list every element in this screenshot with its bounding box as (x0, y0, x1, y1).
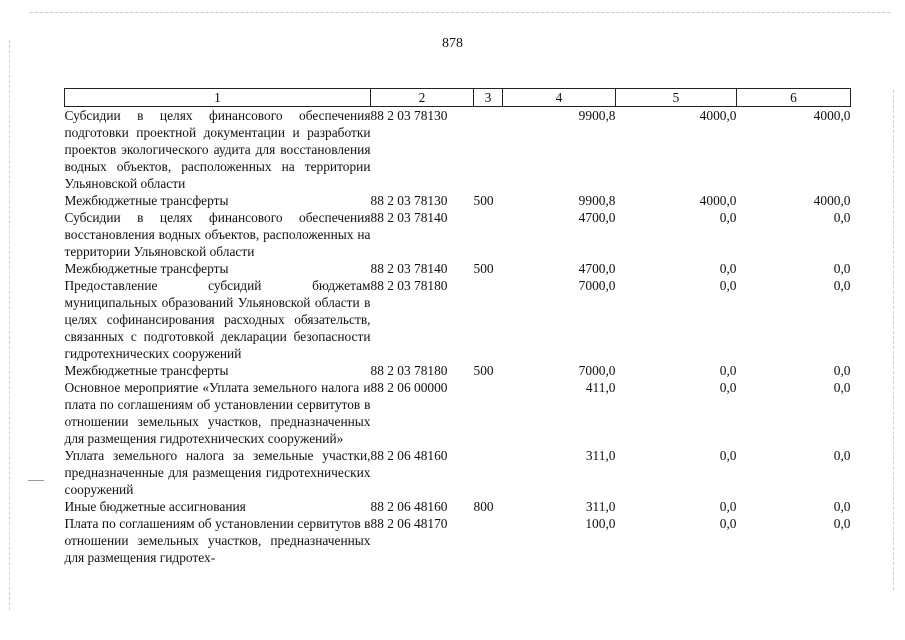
column-header-2: 2 (371, 89, 474, 107)
row-value-5: 4000,0 (699, 108, 737, 123)
page-number: 878 (442, 36, 463, 51)
row-code: 88 2 03 78140 (370, 210, 448, 225)
row-expense-type: 500 (473, 363, 494, 378)
row-value-6: 0,0 (833, 499, 851, 514)
row-value-5: 4000,0 (699, 193, 737, 208)
row-value-4: 311,0 (585, 499, 616, 514)
row-code: 88 2 03 78180 (370, 363, 448, 378)
table-row (65, 447, 851, 498)
row-value-5: 0,0 (719, 278, 737, 293)
row-expense-type: 500 (473, 261, 494, 276)
table-row (65, 498, 851, 515)
row-name: Межбюджетные трансферты (64, 261, 229, 276)
row-value-6: 0,0 (833, 278, 851, 293)
row-value-4: 9900,8 (578, 108, 616, 123)
row-code: 88 2 06 48160 (370, 448, 448, 463)
row-value-6: 4000,0 (813, 108, 851, 123)
row-value-6: 0,0 (833, 448, 851, 463)
row-value-6: 0,0 (833, 261, 851, 276)
row-expense-type (474, 515, 503, 566)
row-expense-type (474, 447, 503, 498)
table-row (65, 379, 851, 447)
column-header-6: 6 (737, 89, 851, 107)
row-name: Субсидии в целях финансового обеспечения восстановления водных объектов, расположенных на территории Ульяновской области (64, 210, 371, 259)
row-name: Предоставление субсидий бюджетам муниципальных образований Ульяновской области в целях софинансирования расходных обязательств, связанных с подготовкой декларации безопасности гидротехнических сооружений (64, 278, 371, 361)
row-name: Плата по соглашениям об установлении сервитутов в отношении земельных участков, предназначенных для размещения гидротех- (64, 516, 371, 565)
table-row (65, 277, 851, 362)
row-code: 88 2 03 78130 (370, 193, 448, 208)
row-value-5: 0,0 (719, 363, 737, 378)
column-header-3: 3 (474, 89, 503, 107)
table-row (65, 515, 851, 566)
row-name: Субсидии в целях финансового обеспечения подготовки проектной документации и разработки проектов экологического аудита для восстановления водных объектов, расположенных на территории Ульяновской области (64, 108, 371, 191)
row-value-4: 311,0 (585, 448, 616, 463)
column-header-4: 4 (503, 89, 616, 107)
row-code: 88 2 06 48170 (370, 516, 448, 531)
row-value-4: 9900,8 (578, 193, 616, 208)
row-code: 88 2 03 78130 (370, 108, 448, 123)
row-expense-type (474, 107, 503, 193)
row-value-5: 0,0 (719, 380, 737, 395)
row-expense-type (474, 379, 503, 447)
table-row (65, 362, 851, 379)
row-code: 88 2 06 48160 (370, 499, 448, 514)
row-value-6: 0,0 (833, 210, 851, 225)
table-row (65, 192, 851, 209)
row-value-5: 0,0 (719, 516, 737, 531)
row-name: Иные бюджетные ассигнования (64, 499, 246, 514)
row-value-6: 0,0 (833, 380, 851, 395)
row-expense-type (474, 209, 503, 260)
row-value-6: 0,0 (833, 363, 851, 378)
row-value-5: 0,0 (719, 499, 737, 514)
row-name: Межбюджетные трансферты (64, 193, 229, 208)
header-row (65, 89, 851, 107)
row-value-4: 7000,0 (578, 278, 616, 293)
row-code: 88 2 03 78140 (370, 261, 448, 276)
row-value-4: 4700,0 (578, 210, 616, 225)
scan-left-margin-mark (9, 40, 10, 610)
row-code: 88 2 06 00000 (370, 380, 448, 395)
column-header-5: 5 (616, 89, 737, 107)
row-name: Основное мероприятие «Уплата земельного налога и плата по соглашениям об установлении сервитутов в отношении земельных участков, предназначенных для размещения гидротехнических сооружений» (64, 380, 371, 446)
budget-table (64, 88, 851, 566)
row-expense-type: 500 (473, 193, 494, 208)
row-value-4: 7000,0 (578, 363, 616, 378)
row-value-5: 0,0 (719, 210, 737, 225)
table-row (65, 107, 851, 193)
row-code: 88 2 03 78180 (370, 278, 448, 293)
table-row (65, 260, 851, 277)
row-value-4: 411,0 (585, 380, 616, 395)
scan-top-edge (30, 12, 890, 13)
row-value-4: 4700,0 (578, 261, 616, 276)
scan-right-margin-mark (893, 90, 894, 590)
row-value-6: 4000,0 (813, 193, 851, 208)
row-expense-type: 800 (473, 499, 494, 514)
row-value-4: 100,0 (585, 516, 616, 531)
column-header-1: 1 (65, 89, 371, 107)
row-value-5: 0,0 (719, 448, 737, 463)
scan-stray-dash (28, 480, 44, 481)
row-name: Уплата земельного налога за земельные участки, предназначенные для размещения гидротехнических сооружений (64, 448, 371, 497)
row-value-6: 0,0 (833, 516, 851, 531)
row-expense-type (474, 277, 503, 362)
row-name: Межбюджетные трансферты (64, 363, 229, 378)
table-row (65, 209, 851, 260)
row-value-5: 0,0 (719, 261, 737, 276)
